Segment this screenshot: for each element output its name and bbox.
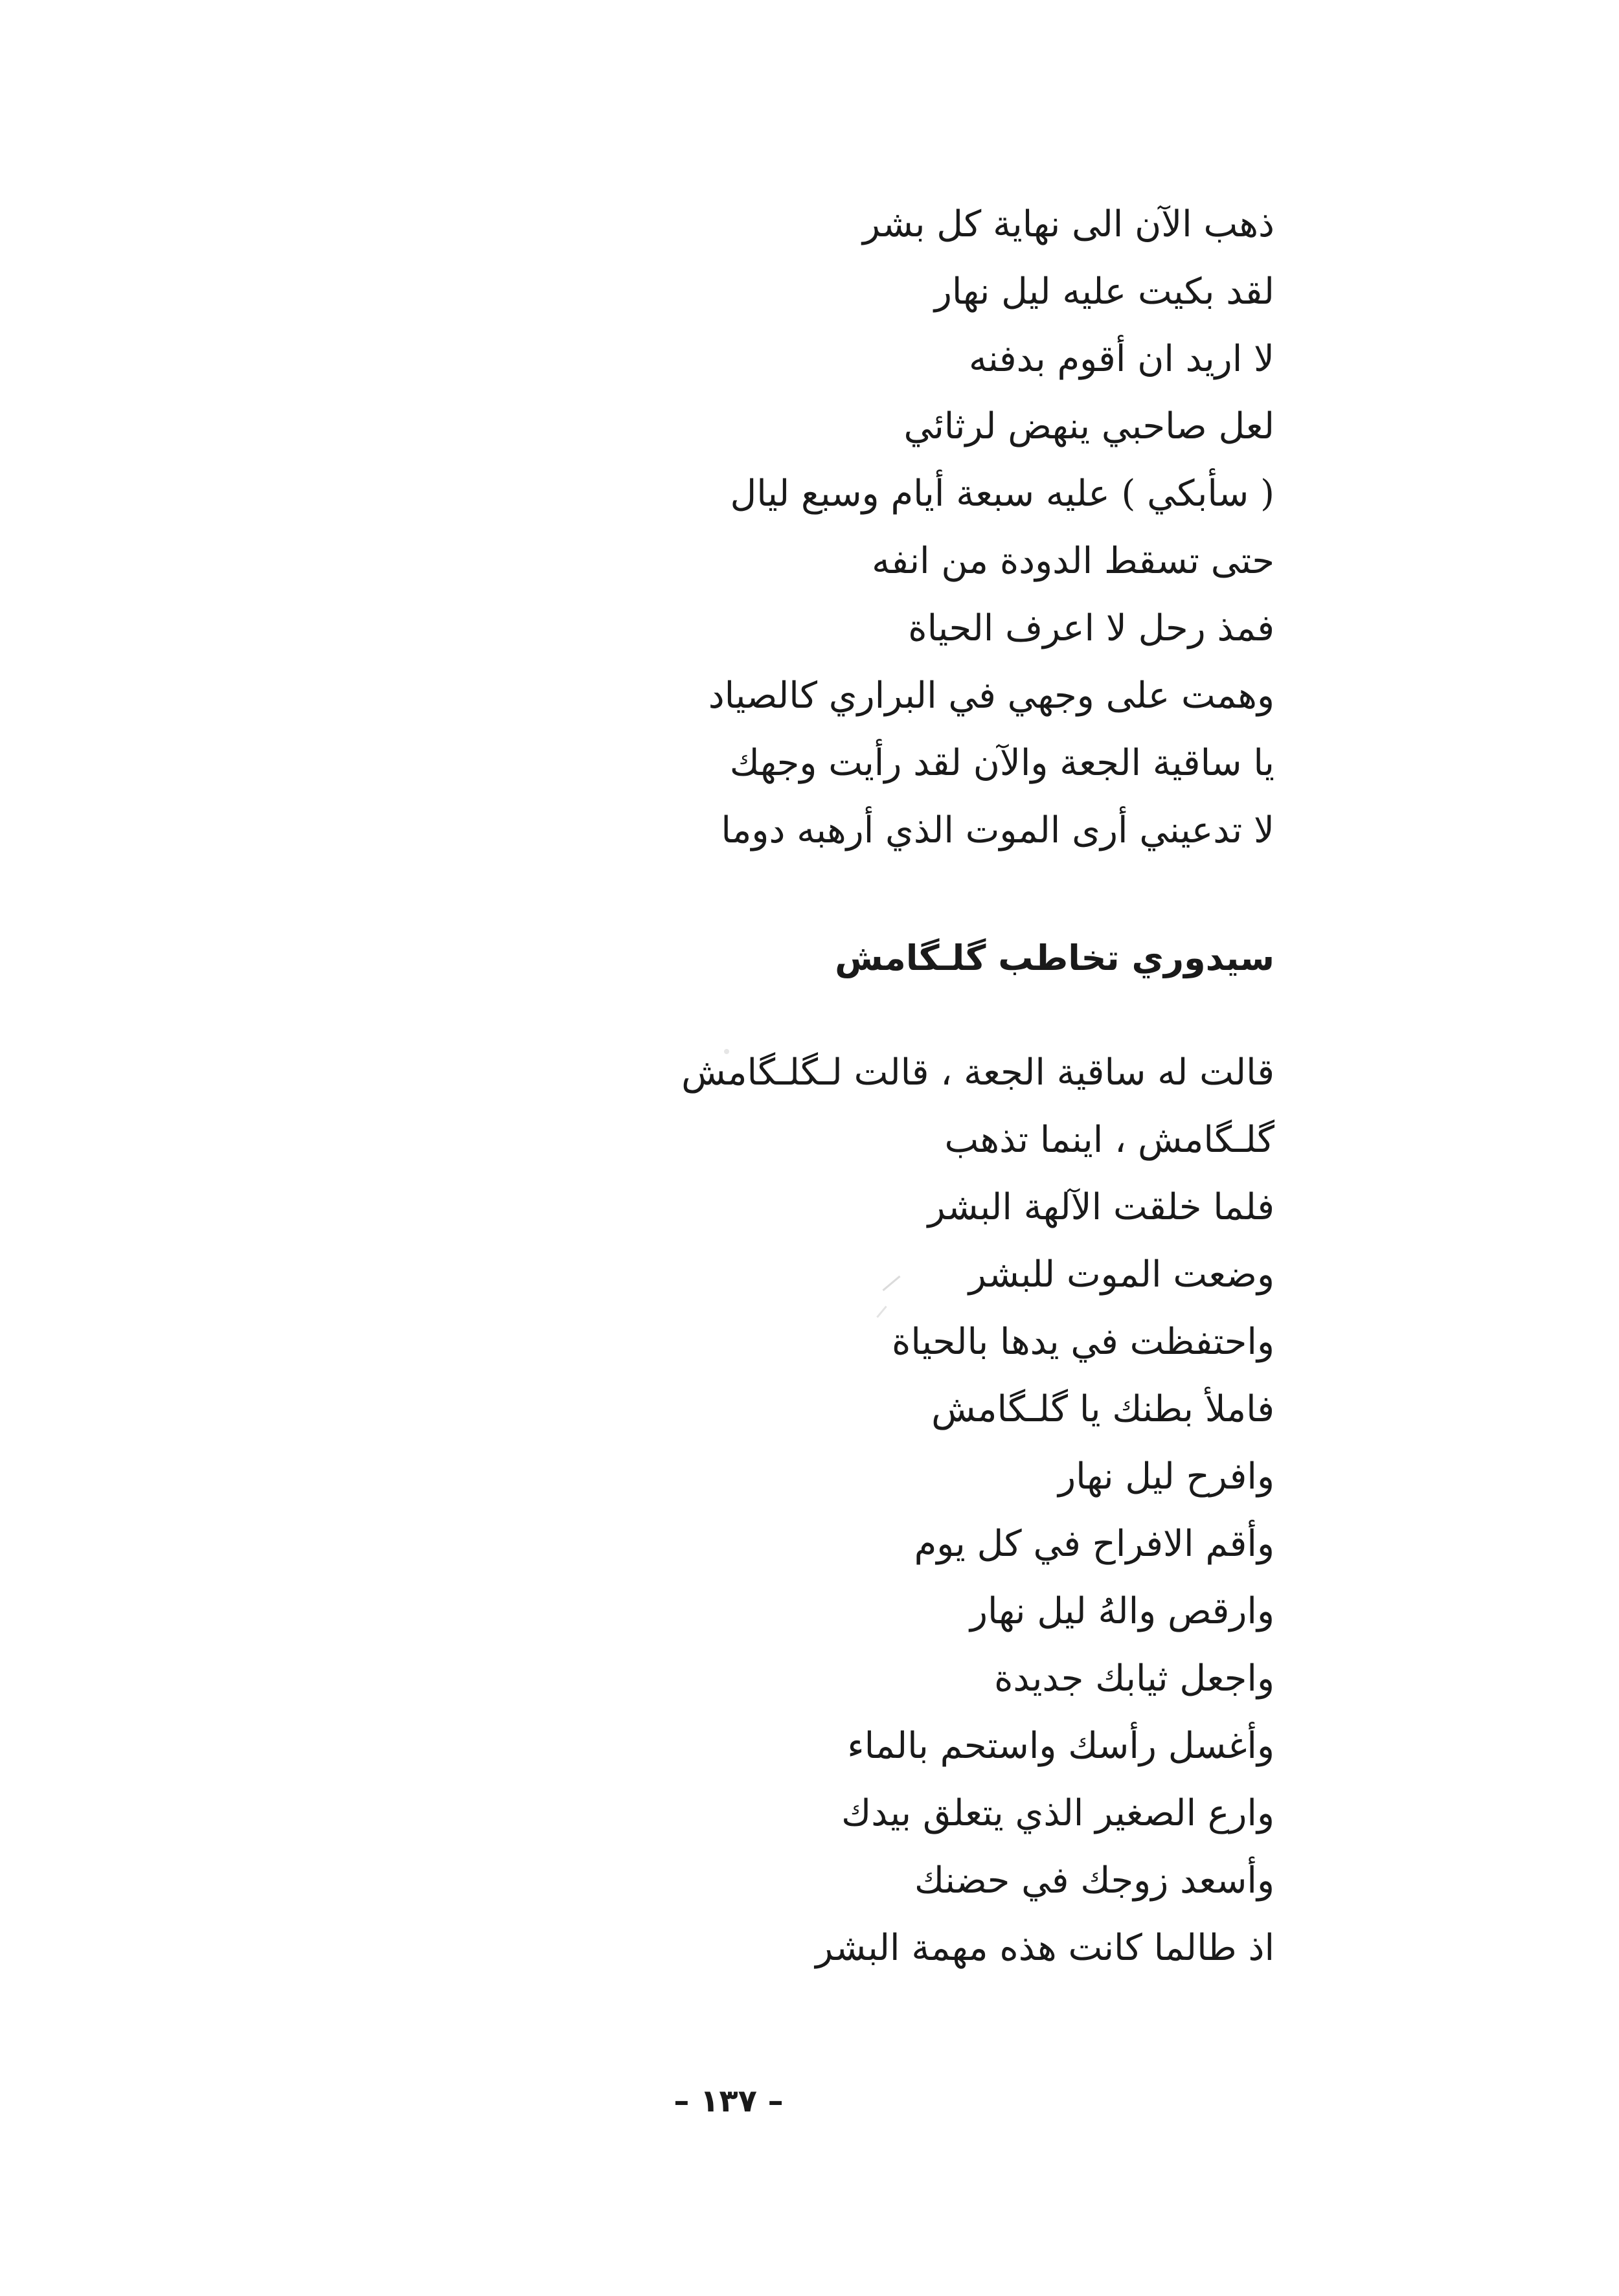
poem-line: حتى تسقط الدودة من انفه xyxy=(872,540,1274,582)
poem-line: گلـگامش ، اينما تذهب xyxy=(944,1119,1274,1161)
poem-line: فاملأ بطنك يا گلـگامش xyxy=(931,1388,1274,1430)
poem-line: واحتفظت في يدها بالحياة xyxy=(892,1321,1274,1363)
poem-line: لعل صاحبي ينهض لرثائي xyxy=(903,405,1274,447)
poem-line: وهمت على وجهي في البراري كالصياد xyxy=(708,675,1274,717)
poem-line: لا تدعيني أرى الموت الذي أرهبه دوما xyxy=(721,809,1274,851)
poem-line: قالت له ساقية الجعة ، قالت لـگلـگامش xyxy=(681,1052,1274,1094)
poem-line: وضعت الموت للبشر xyxy=(968,1254,1274,1296)
page-number: – ١٣٧ – xyxy=(674,2083,784,2119)
poem-line: وأقم الافراح في كل يوم xyxy=(914,1523,1274,1565)
poem-line: فمذ رحل لا اعرف الحياة xyxy=(908,607,1274,649)
poem-line: واجعل ثيابك جديدة xyxy=(994,1658,1274,1700)
poem-line: وأسعد زوجك في حضنك xyxy=(914,1860,1274,1902)
poem-line: ( سأبكي ) عليه سبعة أيام وسبع ليال xyxy=(730,473,1274,515)
poem-line: وارقص والهُ ليل نهار xyxy=(970,1590,1274,1632)
scan-mark xyxy=(724,1049,729,1054)
poem-stanza-2 xyxy=(681,1039,1274,1982)
poem-stanza-1 xyxy=(708,191,1274,864)
poem-line: يا ساقية الجعة والآن لقد رأيت وجهك xyxy=(729,742,1274,784)
poem-line: وافرح ليل نهار xyxy=(1058,1456,1274,1498)
poem-line: ذهب الآن الى نهاية كل بشر xyxy=(863,203,1274,245)
poem-line: لا اريد ان أقوم بدفنه xyxy=(968,338,1274,380)
poem-line: فلما خلقت الآلهة البشر xyxy=(927,1186,1274,1228)
poem-line: وأغسل رأسك واستحم بالماء xyxy=(847,1725,1274,1767)
poem-line: وارع الصغير الذي يتعلق بيدك xyxy=(841,1792,1274,1834)
poem-line: اذ طالما كانت هذه مهمة البشر xyxy=(815,1927,1274,1969)
poem-line: لقد بكيت عليه ليل نهار xyxy=(934,271,1274,313)
section-heading: سيدوري تخاطب گلـگامش xyxy=(835,938,1274,978)
